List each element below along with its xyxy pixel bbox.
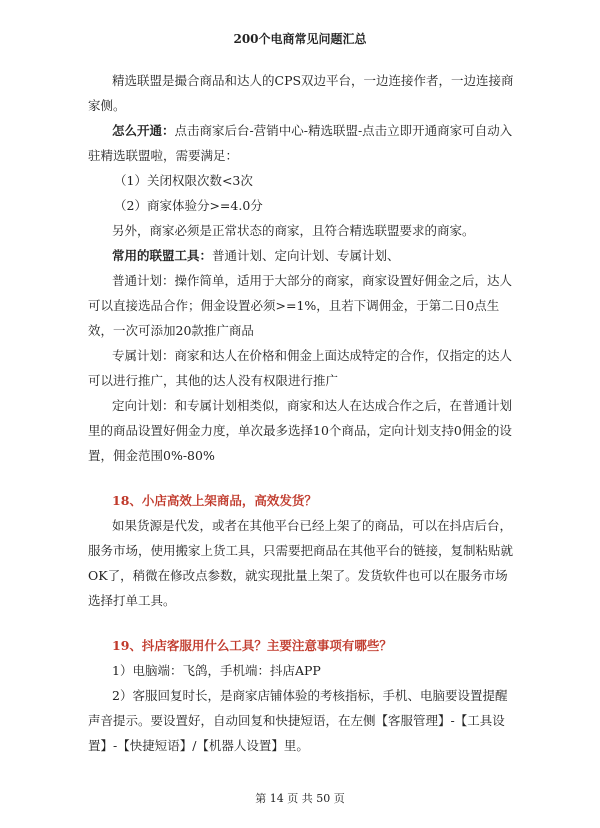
label-tools: 常用的联盟工具： [112,248,213,263]
page-header-title: 200个电商常见问题汇总 [233,32,367,46]
text-tools: 普通计划、定向计划、专属计划、 [212,248,400,263]
paragraph-exclusive-plan: 专属计划：商家和达人在价格和佣金上面达成特定的合作，仅指定的达人可以进行推广，其他的达人没有权限进行推广 [88,348,513,388]
label-how-to-open: 怎么开通： [112,123,175,138]
heading-18: 18、小店高效上架商品，高效发货？ [112,493,317,508]
paragraph-tools [88,243,518,268]
paragraph-general-plan: 普通计划：操作简单，适用于大部分的商家，商家设置好佣金之后，达人可以直接选品合作；佣金设置必须>=1%，且若下调佣金，于第二日0点生效，一次可添加20款推广商品 [88,273,513,338]
paragraph-19-2: 2）客服回复时长，是商家店铺体验的考核指标，手机、电脑要设置提醒声音提示。要设置好，自动回复和快捷短语，在左侧【客服管理】-【工具设置】-【快捷短语】/【机器人设置】里。 [88,688,508,753]
text-how-to-open: 点击商家后台-营销中心-精选联盟-点击立即开通商家可自动入驻精选联盟啦，需要满足： [88,123,513,163]
page-footer: 第 14 页 共 50 页 [255,792,345,805]
paragraph-18: 如果货源是代发，或者在其他平台已经上架了的商品，可以在抖店后台，服务市场，使用搬家上货工具，只需要把商品在其他平台的链接，复制粘贴就OK了，稍微在修改点参数，就实现批量上架了。发货软件也可以在服务市场选择打单工具。 [88,518,514,608]
paragraph-19-1: 1）电脑端：飞鸽，手机端：抖店APP [112,663,321,678]
paragraph-intro: 精选联盟是撮合商品和达人的CPS双边平台，一边连接作者，一边连接商家侧。 [88,73,514,113]
paragraph-how-to-open [88,118,518,168]
requirement-1: （1）关闭权限次数<3次 [114,173,253,188]
heading-19: 19、抖店客服用什么工具？主要注意事项有哪些？ [112,638,392,653]
paragraph-directed-plan: 定向计划：和专属计划相类似，商家和达人在达成合作之后，在普通计划里的商品设置好佣金力度，单次最多选择10个商品，定向计划支持0佣金的设置，佣金范围0%-80% [88,398,513,463]
paragraph-additional: 另外，商家必须是正常状态的商家，且符合精选联盟要求的商家。 [112,223,475,238]
document-body [88,68,518,758]
requirement-2: （2）商家体验分>=4.0分 [114,198,263,213]
